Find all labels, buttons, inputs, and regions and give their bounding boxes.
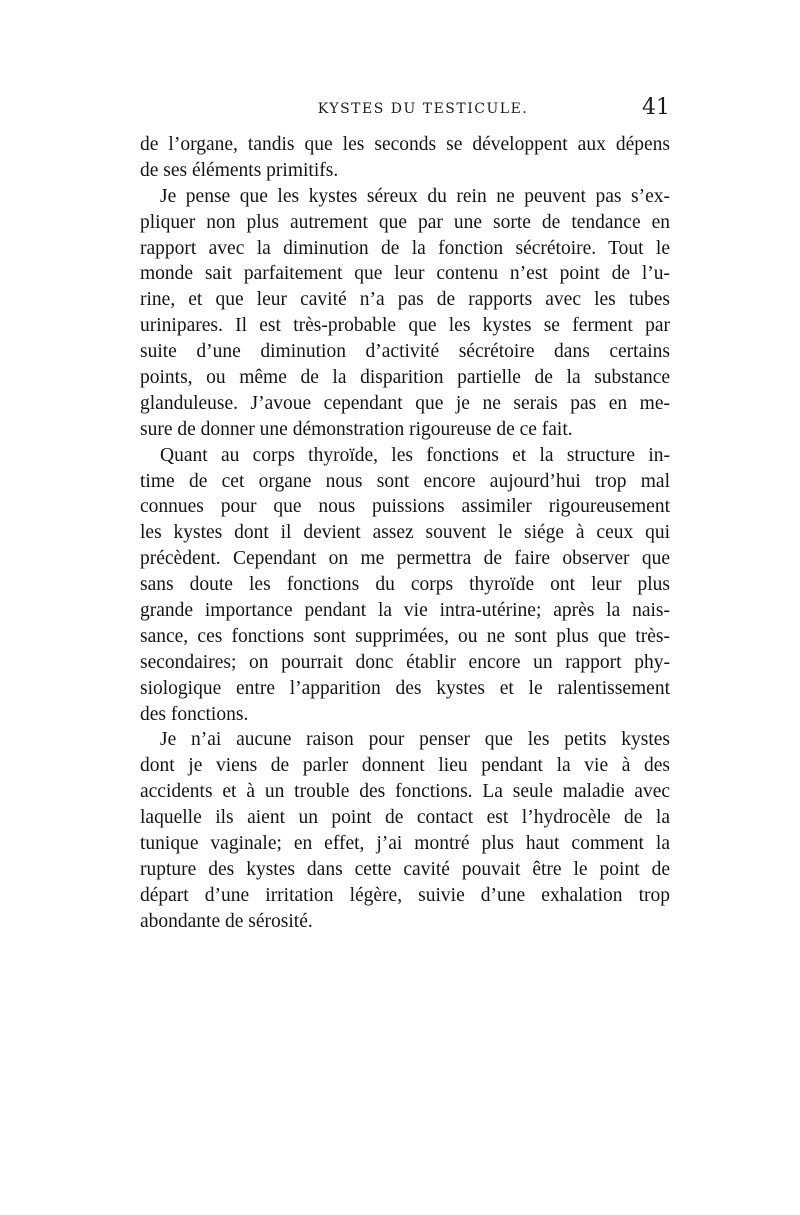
text-line: abondante de sérosité. [140,910,313,932]
text-line: rupture des kystes dans cette cavité pouvait être le point de [140,858,670,880]
text-line: sure de donner une démonstration rigoureuse de ce fait. [140,418,573,440]
text-line: précèdent. Cependant on me permettra de faire observer que [140,548,670,570]
paragraph-3 [140,443,670,728]
text-line: grande importance pendant la vie intra-utérine; après la nais- [140,600,670,622]
text-line: points, ou même de la disparition partielle de la substance [140,367,670,389]
text-line: monde sait parfaitement que leur contenu n’est point de l’u- [140,263,670,285]
running-title: KYSTES DU TESTICULE. [317,101,529,117]
text-line: de l’organe, tandis que les seconds se développent aux dépens [140,134,670,155]
text-line: urinipares. Il est très-probable que les kystes se ferment par [140,315,670,337]
text-line: sans doute les fonctions du corps thyroïde ont leur plus [140,574,670,596]
paragraph-4 [140,727,670,934]
text-line: siologique entre l’apparition des kystes et le ralentissement [140,677,670,699]
text-line: secondaires; on pourrait donc établir encore un rapport phy- [140,651,670,673]
text-line: rapport avec la diminution de la fonction sécrétoire. Tout le [140,237,670,259]
paragraph-2 [140,184,670,443]
text-line: départ d’une irritation légère, suivie d’une exhalation trop [140,884,670,906]
text-line: des fonctions. [140,703,249,725]
text-line: Je n’ai aucune raison pour penser que les petits kystes [160,729,670,751]
text-line: pliquer non plus autrement que par une sorte de tendance en [140,211,670,233]
text-line: rine, et que leur cavité n’a pas de rapports avec les tubes [140,289,670,311]
text-line: dont je viens de parler donnent lieu pendant la vie à des [140,755,670,777]
text-line: glanduleuse. J’avoue cependant que je ne serais pas en me- [140,392,670,414]
page-number: 41 [642,95,670,120]
text-line: laquelle ils aient un point de contact est l’hydrocèle de la [140,807,670,829]
text-line: suite d’une diminution d’activité sécrétoire dans certains [140,341,670,363]
text-line: tunique vaginale; en effet, j’ai montré plus haut comment la [140,833,670,855]
paragraph-1 [140,132,670,184]
text-line: les kystes dont il devient assez souvent le siége à ceux qui [140,522,670,544]
text-line: Je pense que les kystes séreux du rein ne peuvent pas s’ex- [160,185,670,207]
text-line: Quant au corps thyroïde, les fonctions et la structure in- [160,444,670,466]
text-line: de ses éléments primitifs. [140,159,339,181]
body-text [140,132,670,935]
text-line: connues pour que nous puissions assimiler rigoureusement [140,496,670,518]
running-head [140,95,670,125]
text-line: time de cet organe nous sont encore aujourd’hui trop mal [140,470,670,492]
text-line: sance, ces fonctions sont supprimées, ou ne sont plus que très- [140,625,670,647]
text-line: accidents et à un trouble des fonctions. La seule maladie avec [140,781,670,803]
